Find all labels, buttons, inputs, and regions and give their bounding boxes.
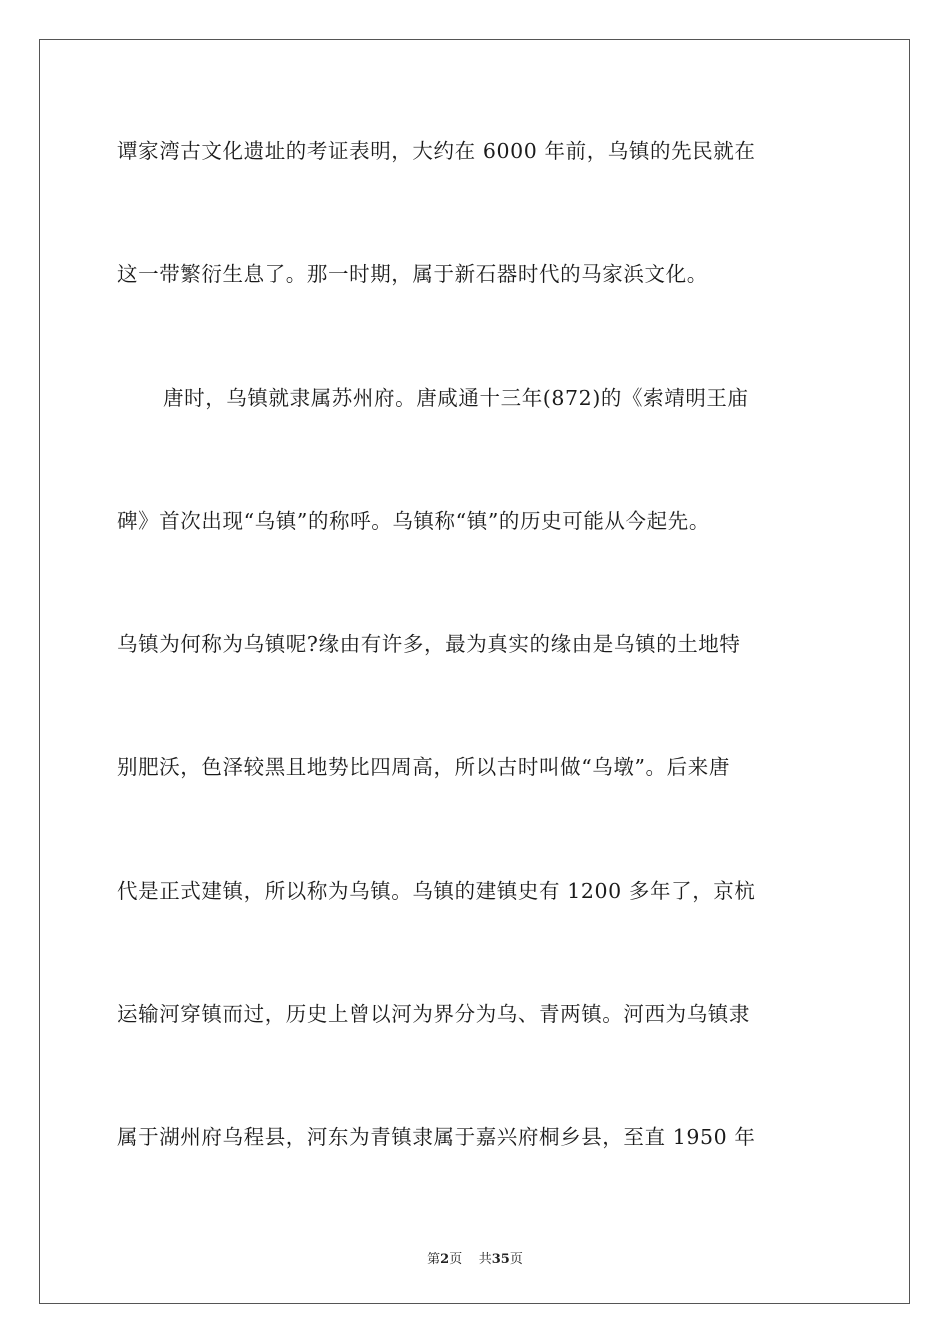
- text-line-4: 碑》首次出现“乌镇”的称呼。乌镇称“镇”的历史可能从今起先。: [117, 509, 710, 533]
- text-line-7: 代是正式建镇，所以称为乌镇。乌镇的建镇史有 1200 多年了，京杭: [117, 879, 756, 903]
- footer-mid: 页 共: [449, 1252, 492, 1267]
- footer-page-number: 2: [440, 1252, 450, 1267]
- text-line-1: 谭家湾古文化遗址的考证表明，大约在 6000 年前，乌镇的先民就在: [117, 139, 756, 163]
- footer-suffix: 页: [509, 1252, 523, 1267]
- footer-total-pages: 35: [491, 1252, 510, 1267]
- page-footer: [0, 1248, 950, 1267]
- text-line-9: 属于湖州府乌程县，河东为青镇隶属于嘉兴府桐乡县，至直 1950 年: [117, 1125, 756, 1149]
- text-line-5: 乌镇为何称为乌镇呢?缘由有许多，最为真实的缘由是乌镇的土地特: [117, 632, 741, 656]
- footer-prefix: 第: [427, 1252, 441, 1267]
- text-line-8: 运输河穿镇而过，历史上曾以河为界分为乌、青两镇。河西为乌镇隶: [117, 1002, 750, 1026]
- text-line-3: 唐时，乌镇就隶属苏州府。唐咸通十三年(872)的《索靖明王庙: [163, 386, 749, 410]
- page-border: [39, 39, 910, 1304]
- text-line-2: 这一带繁衍生息了。那一时期，属于新石器时代的马家浜文化。: [117, 262, 708, 286]
- text-line-6: 别肥沃，色泽较黑且地势比四周高，所以古时叫做“乌墩”。后来唐: [117, 755, 730, 779]
